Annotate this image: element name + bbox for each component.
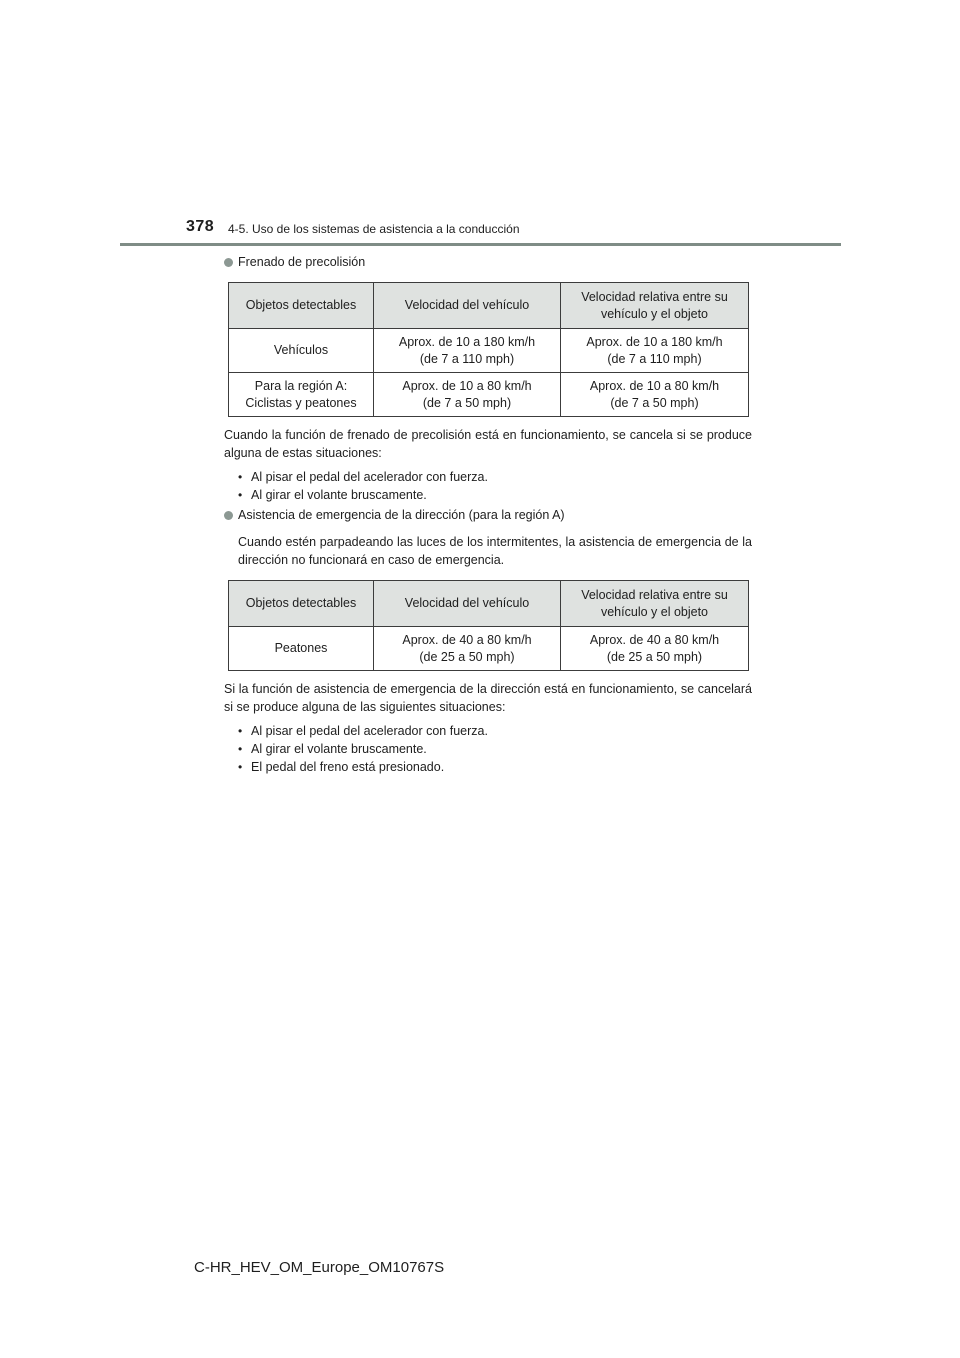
- table-cell: Vehículos: [229, 329, 374, 373]
- precollision-table: [228, 282, 749, 417]
- table-row: [229, 373, 749, 417]
- table-cell: Aprox. de 10 a 80 km/h (de 7 a 50 mph): [561, 373, 749, 417]
- table-header-row: [229, 581, 749, 627]
- precollision-heading-text: Frenado de precolisión: [238, 255, 366, 269]
- table-cell: Aprox. de 10 a 180 km/h (de 7 a 110 mph): [561, 329, 749, 373]
- list-item: • Al girar el volante bruscamente.: [238, 486, 752, 504]
- bullet-circle-icon: [224, 258, 233, 267]
- table-header-cell: Objetos detectables: [229, 581, 374, 627]
- table-header-cell: Velocidad relativa entre su vehículo y el objeto: [561, 581, 749, 627]
- table-header-cell: Objetos detectables: [229, 283, 374, 329]
- list-item: • El pedal del freno está presionado.: [238, 758, 752, 776]
- list-item: • Al pisar el pedal del acelerador con fuerza.: [238, 468, 752, 486]
- table-row: [229, 329, 749, 373]
- table-cell: Aprox. de 10 a 80 km/h (de 7 a 50 mph): [374, 373, 561, 417]
- steering-assist-table: [228, 580, 749, 671]
- section-header: 4-5. Uso de los sistemas de asistencia a la conducción: [228, 222, 520, 236]
- header-divider: [120, 243, 841, 246]
- table-cell: Peatones: [229, 627, 374, 671]
- table-cell: Aprox. de 10 a 180 km/h (de 7 a 110 mph): [374, 329, 561, 373]
- precollision-cancel-text: Cuando la función de frenado de precolisión está en funcionamiento, se cancela si se produce alguna de estas situaciones:: [224, 428, 752, 460]
- page-number: 378: [186, 218, 215, 235]
- table-header-cell: Velocidad del vehículo: [374, 581, 561, 627]
- steering-assist-intro: Cuando estén parpadeando las luces de los intermitentes, la asistencia de emergencia de la dirección no funcionará en caso de emergencia.: [238, 535, 752, 567]
- precollision-cancel-list: [224, 468, 752, 504]
- list-item: • Al girar el volante bruscamente.: [238, 740, 752, 758]
- list-item: • Al pisar el pedal del acelerador con fuerza.: [238, 722, 752, 740]
- table-row: [229, 627, 749, 671]
- steering-assist-cancel-text: Si la función de asistencia de emergencia de la dirección está en funcionamiento, se cancelará si se produce alguna de las siguientes situaciones:: [224, 682, 752, 714]
- table-header-row: [229, 283, 749, 329]
- document-id-footer: C-HR_HEV_OM_Europe_OM10767S: [194, 1259, 445, 1276]
- steering-assist-cancel-list: [224, 722, 752, 776]
- bullet-circle-icon: [224, 511, 233, 520]
- table-cell: Aprox. de 40 a 80 km/h (de 25 a 50 mph): [561, 627, 749, 671]
- steering-assist-heading-text: Asistencia de emergencia de la dirección (para la región A): [238, 508, 565, 522]
- steering-assist-heading: [224, 507, 752, 524]
- table-header-cell: Velocidad del vehículo: [374, 283, 561, 329]
- table-header-cell: Velocidad relativa entre su vehículo y el objeto: [561, 283, 749, 329]
- table-cell: Para la región A: Ciclistas y peatones: [229, 373, 374, 417]
- precollision-heading: [224, 254, 752, 271]
- table-cell: Aprox. de 40 a 80 km/h (de 25 a 50 mph): [374, 627, 561, 671]
- page-content: [224, 254, 752, 776]
